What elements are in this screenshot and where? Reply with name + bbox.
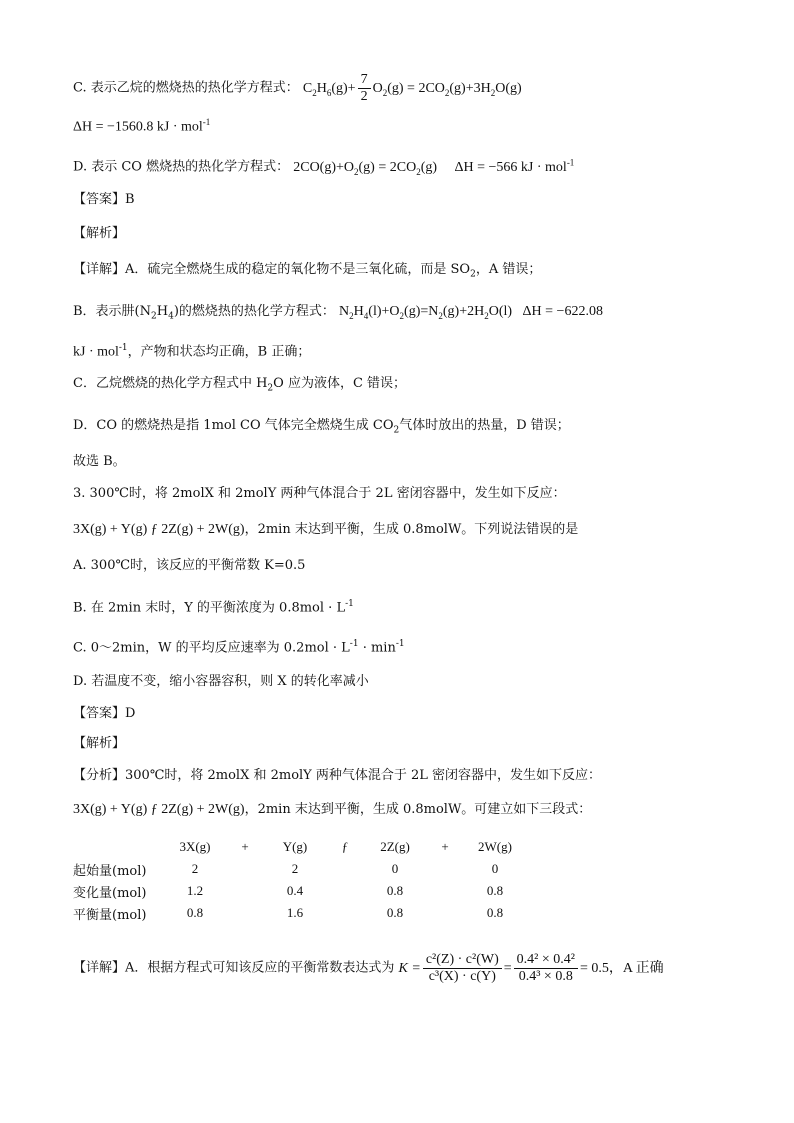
table-row: 平衡量(mol) 0.8 1.6 0.8 0.8 bbox=[73, 905, 504, 923]
detail-d: D．CO 的燃烧热是指 1mol CO 气体完全燃烧生成 $CO_2$气体时放出的热量，D 错误； bbox=[73, 418, 570, 436]
table-row: 起始量(mol) 2 2 0 0 bbox=[73, 861, 499, 879]
option-d bbox=[73, 152, 574, 181]
detail-c: C．乙烷燃烧的热化学方程式中 $H_2O$ 应为液体，C 错误； bbox=[73, 376, 407, 394]
table-header-row: 3X(g) + Y(g) ƒ 2Z(g) + 2W(g) bbox=[179, 839, 512, 854]
detail-b-cont: kJ · mol$^{-1}$，产物和状态均正确，B 正确； bbox=[73, 343, 311, 360]
table-row: 变化量(mol) 1.2 0.4 0.8 0.8 bbox=[73, 883, 504, 901]
analysis-label-2: 【解析】 bbox=[73, 736, 126, 751]
k-value-fraction: $\frac{\text{0.4² × 0.4²}}{\text{0.4³ × 0.8}}$ bbox=[514, 952, 578, 985]
option-d-equation: $2CO(g)+O_2(g) = 2CO_2(g)$ ΔH = −566 kJ · mol$^{-1}$ bbox=[293, 157, 575, 177]
choose-text: 故选 B。 bbox=[73, 454, 126, 469]
fenxi-text: 【分析】300℃时，将 2molX 和 2molY 两种气体混合于 2L 密闭容器中，发生如下反应： bbox=[73, 768, 602, 783]
q3-option-b: B. 在 2min 末时，Y 的平衡浓度为 $0.8mol \cdot L^{-1}$ bbox=[73, 599, 354, 616]
detail-b: B．表示肼$(N_2H_4)$的燃烧热的热化学方程式： $N_2H_4(l)+O_2(g)=N_2(g)+2H_2O(l)$ ΔH = −622.08 bbox=[73, 304, 603, 322]
q3-option-c: C. 0～2min，W 的平均反应速率为 $0.2mol \cdot L^{-1} \cdot \min^{-1}$ bbox=[73, 639, 405, 656]
k-expression: K = $\frac{\text{c²(Z) · c²(W)}}{\text{c³(X) · c(Y)}}$ = $\frac{\text{0.4² × 0.4²}}{\text{0.4³ × 0.8}}$ = 0.5，A 正确 bbox=[398, 952, 664, 984]
detail-2: 【详解】A．根据方程式可知该反应的平衡常数表达式为 K = $\frac{\text{c²(Z) · c²(W)}}{\text{c³(X) · c(Y)}}$ = $\frac{\text{0.4² × 0.4²}}{\text{0.4³ × 0.8}}$ = 0.5，A 正确 bbox=[73, 952, 664, 984]
detail-a: 【详解】A．硫完全燃烧生成的稳定的氧化物不是三氧化硫，而是 $SO_2$，A 错误； bbox=[73, 262, 542, 280]
answer-label-2: 【答案】D bbox=[73, 706, 136, 721]
detail-b-equation: $N_2H_4(l)+O_2(g)=N_2(g)+2H_2O(l)$ ΔH = −622.08 bbox=[339, 304, 603, 321]
k-fraction: $\frac{\text{c²(Z) · c²(W)}}{\text{c³(X) · c(Y)}}$ bbox=[423, 952, 502, 985]
question-3-equation: 3X(g) + Y(g) ƒ 2Z(g) + 2W(g)，2min 末达到平衡，生成 0.8molW。下列说法错误的是 bbox=[73, 522, 579, 537]
q3-option-d: D. 若温度不变，缩小容器容积，则 X 的转化率减小 bbox=[73, 674, 369, 689]
option-c-dh: ΔH = −1560.8 kJ · mol$^{-1}$ bbox=[73, 117, 211, 135]
fenxi-equation: 3X(g) + Y(g) ƒ 2Z(g) + 2W(g)，2min 末达到平衡，生成 0.8molW。可建立如下三段式： bbox=[73, 802, 592, 817]
option-d-text: D. 表示 CO 燃烧热的热化学方程式： bbox=[73, 159, 290, 175]
option-c bbox=[73, 72, 522, 105]
option-c-text: C. 表示乙烷的燃烧热的热化学方程式： bbox=[73, 80, 299, 96]
three-stage-table bbox=[73, 836, 527, 924]
q3-option-a: A. 300℃时，该反应的平衡常数 K=0.5 bbox=[73, 558, 306, 573]
answer-label-1: 【答案】B bbox=[73, 192, 135, 207]
question-3: 3. 300℃时，将 2molX 和 2molY 两种气体混合于 2L 密闭容器中，发生如下反应： bbox=[73, 486, 566, 501]
fraction-7-2: $\frac{7}{2}$ bbox=[358, 72, 371, 105]
analysis-label-1: 【解析】 bbox=[73, 226, 126, 241]
option-c-equation: $C_2H_6(g)+$ $\frac{7}{2}$ $O_2(g) = 2CO_2(g)+3H_2O(g)$ bbox=[302, 72, 522, 104]
